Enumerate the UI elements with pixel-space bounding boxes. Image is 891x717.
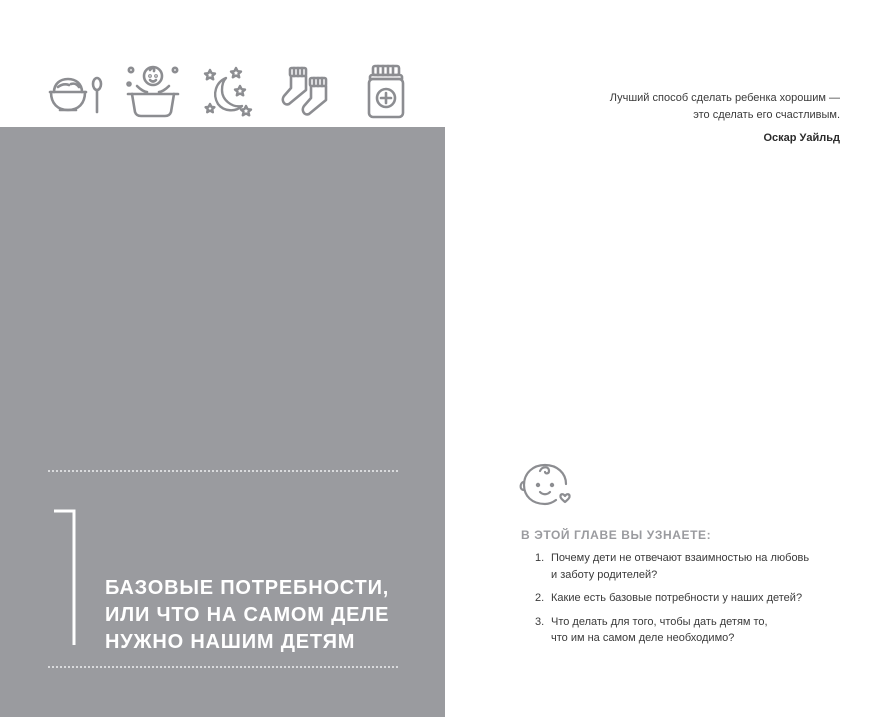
chapter-title-line: ИЛИ ЧТО НА САМОМ ДЕЛЕ	[105, 604, 390, 626]
chapter-title-line: БАЗОВЫЕ ПОТРЕБНОСТИ,	[105, 577, 390, 599]
baby-face-icon	[516, 460, 576, 506]
baby-bath-icon	[123, 62, 183, 122]
list-item-text: Какие есть базовые потребности у наших детей?	[551, 592, 803, 604]
moon-stars-icon	[200, 62, 260, 122]
left-page	[0, 0, 445, 717]
dotted-divider-bottom	[48, 666, 398, 668]
porridge-bowl-icon	[44, 62, 104, 122]
dotted-divider-top	[48, 470, 398, 472]
epigraph	[540, 90, 840, 147]
epigraph-line: это сделать его счастливым.	[693, 109, 840, 121]
list-item-number: 2.	[535, 592, 545, 604]
chapter-title-line: НУЖНО НАШИМ ДЕТЯМ	[105, 631, 356, 653]
list-item	[535, 550, 855, 583]
learn-heading: В ЭТОЙ ГЛАВЕ ВЫ УЗНАЕТЕ:	[521, 528, 712, 542]
learn-list	[535, 550, 855, 654]
list-item-text: Что делать для того, чтобы дать детям то,	[551, 615, 768, 628]
chapter-number-1	[54, 509, 76, 645]
epigraph-author: Оскар Уайльд	[763, 132, 840, 144]
list-item-text: Почему дети не отвечают взаимностью на любовь	[551, 552, 810, 564]
socks-icon	[278, 62, 338, 122]
epigraph-line: Лучший способ сделать ребенка хорошим —	[609, 92, 840, 104]
list-item	[535, 614, 855, 647]
chapter-title	[105, 575, 425, 656]
list-item	[535, 590, 855, 607]
list-item-text: и заботу родителей?	[551, 568, 658, 581]
icon-strip	[0, 0, 445, 127]
medicine-jar-icon	[356, 62, 416, 122]
list-item-number: 1.	[535, 552, 545, 564]
list-item-number: 3.	[535, 615, 545, 628]
list-item-text: что им на самом деле необходимо?	[551, 632, 735, 644]
